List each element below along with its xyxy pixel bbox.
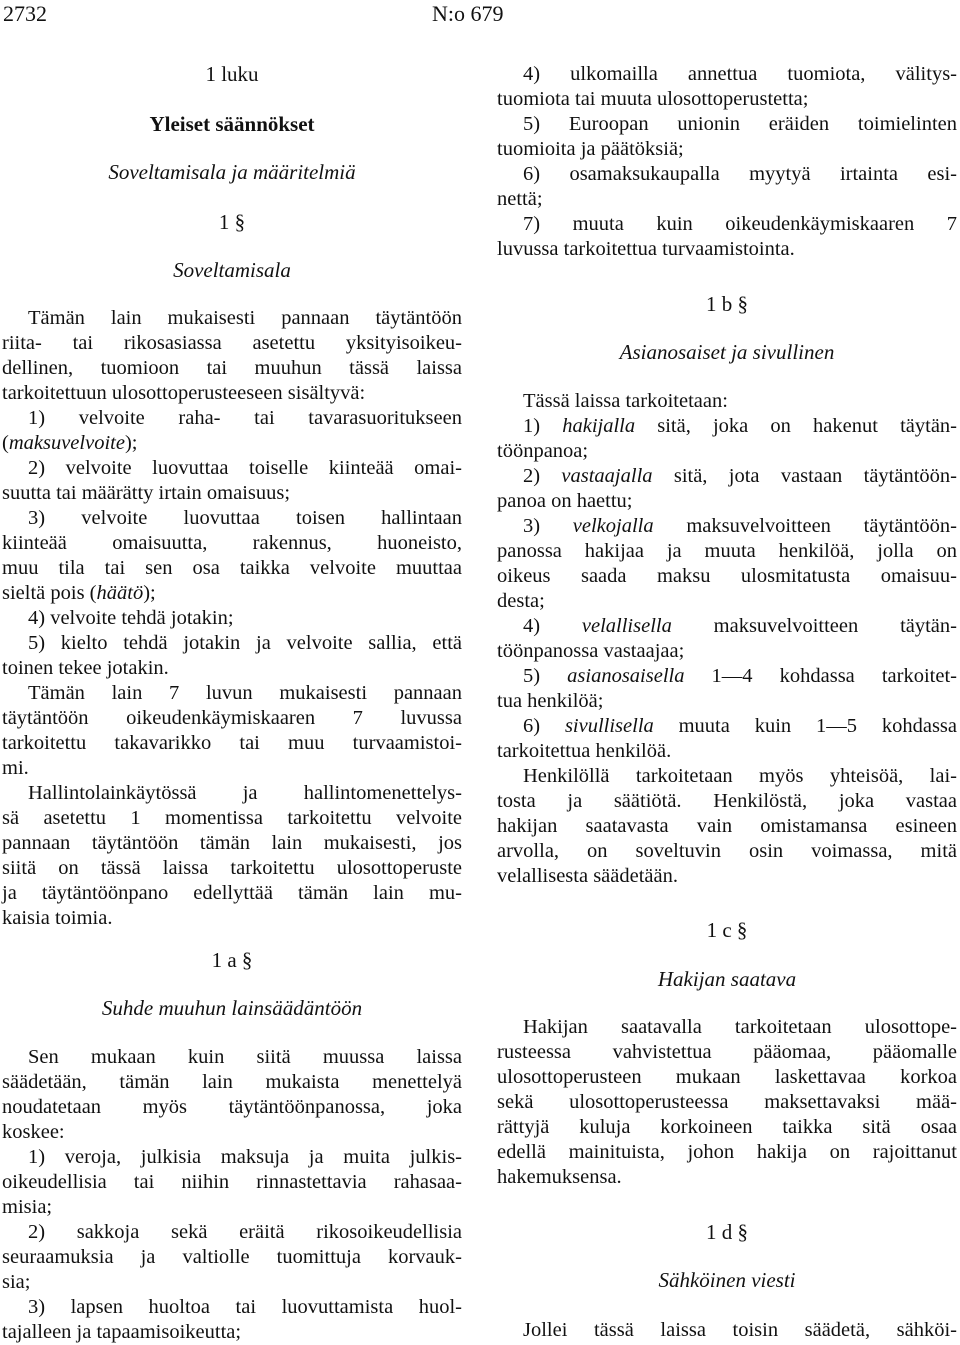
list-item: 5) asianosaisella 1—4 kohdassa tarkoitet- [523, 665, 957, 687]
document-number: N:o 679 [432, 1, 504, 26]
paragraph-line: edellä mainituista, johon hakija on rajoittanut [497, 1141, 957, 1163]
list-item: 7) muuta kuin oikeudenkäymiskaaren 7 [523, 213, 957, 235]
list-item: 4) ulkomailla annettua tuomiota, välitys- [523, 63, 957, 85]
list-item-continuation: (maksuvelvoite); [2, 432, 138, 454]
list-item-continuation: oikeus saada maksu ulosmitatusta omaisuu- [497, 565, 957, 587]
paragraph-line: hakijan saatavasta vain omistamansa esineen [497, 815, 957, 837]
list-item-continuation: panoa on haettu; [497, 490, 633, 512]
defined-term: maksuvelvoite [8, 432, 125, 454]
paragraph-line: hakemuksensa. [497, 1166, 622, 1188]
list-item-continuation: toinen tekee jotakin. [2, 657, 169, 679]
chapter-title: Yleiset säännökset [149, 112, 315, 136]
paragraph-line: tarkoitettuun ulosottoperusteeseen sisältyvä: [2, 382, 366, 404]
list-item: 4) velallisella maksuvelvoitteen täytän- [523, 615, 957, 637]
chapter-subtitle: Soveltamisala ja määritelmiä [108, 160, 356, 184]
defined-term: asianosaisella [567, 665, 685, 687]
list-item: 1) velvoite raha- tai tavarasuoritukseen [28, 407, 462, 429]
defined-term: vastaajalla [561, 465, 653, 487]
section-title: Soveltamisala [173, 258, 291, 282]
paragraph-line: Henkilöllä tarkoitetaan myös yhteisöä, lai- [523, 765, 957, 787]
list-item-continuation: nettä; [497, 188, 543, 210]
list-item-continuation: sieltä pois (häätö); [2, 582, 156, 604]
paragraph-line: Hakijan saatavalla tarkoitetaan ulosottope- [523, 1016, 957, 1038]
paragraph-line: säädetään, tämän lain mukaista menettelyä [2, 1071, 462, 1093]
paragraph-line: noudatetaan myös täytäntöönpanossa, joka [2, 1096, 462, 1118]
paragraph-line: mi. [2, 757, 29, 779]
paragraph-line: tosta ja säätiötä. Henkilöstä, joka vastaa [497, 790, 957, 812]
list-item: 3) velkojalla maksuvelvoitteen täytäntöön- [523, 515, 957, 537]
paragraph-line: velallisesta säädetään. [497, 865, 678, 887]
defined-term: velallisella [581, 615, 672, 637]
page-number: 2732 [3, 1, 47, 26]
list-item: 1) hakijalla sitä, joka on hakenut täytän- [523, 415, 957, 437]
paragraph-line: täytäntöön oikeudenkäymiskaaren 7 luvussa [2, 707, 462, 729]
list-item-continuation: tajalleen ja tapaamisoikeutta; [2, 1321, 242, 1343]
list-item: 6) sivullisella muuta kuin 1—5 kohdassa [523, 715, 958, 737]
list-item-continuation: panossa hakijaa ja muuta henkilöä, jolla on [497, 540, 957, 562]
paragraph-line: arvolla, on soveltuvin osin voimassa, mitä [497, 840, 957, 862]
list-item: 1) veroja, julkisia maksuja ja muita julkis- [28, 1146, 462, 1168]
paragraph-line: sä asetettu 1 momentissa tarkoitettu velvoite [2, 807, 462, 829]
list-item-continuation: töönpanossa vastaajaa; [497, 640, 685, 662]
paragraph-line: tarkoitettu takavarikko tai muu turvaamistoi- [2, 732, 462, 754]
paragraph-line: Jollei tässä laissa toisin säädetä, sähköi- [523, 1319, 957, 1341]
paragraph-line: pannaan täytäntöön tämän lain mukaisesti, jos [2, 832, 462, 854]
list-item-continuation: luvussa tarkoitettua turvaamistointa. [497, 238, 795, 260]
section-title: Hakijan saatava [657, 967, 797, 991]
paragraph-line: ulosottoperusteen mukaan laskettavaa korkoa [497, 1066, 957, 1088]
paragraph-line: rusteessa vahvistettua pääomaa, pääomalle [497, 1041, 957, 1063]
list-item-continuation: oikeudellisia tai niihin rinnastettavia rahasaa- [2, 1171, 462, 1193]
section-title: Suhde muuhun lainsäädäntöön [101, 996, 363, 1020]
paragraph-line: sekä ulosottoperusteessa maksettavaksi mää- [497, 1091, 957, 1113]
section-number: 1 b § [706, 292, 748, 316]
list-item-continuation: töönpanoa; [497, 440, 589, 462]
list-item-continuation: desta; [497, 590, 545, 612]
paragraph-line: rättyjä kuluja korkoineen taikka sitä osaa [497, 1116, 957, 1138]
list-item: 5) kielto tehdä jotakin ja velvoite sallia, että [28, 632, 462, 654]
defined-term: sivullisella [564, 715, 654, 737]
list-item: 2) velvoite luovuttaa toiselle kiinteää omai- [28, 457, 462, 479]
paragraph-line: koskee: [2, 1121, 65, 1143]
paragraph-line: Hallintolainkäytössä ja hallintomenettelys- [28, 782, 462, 804]
list-item-continuation: tuomiota tai muuta ulosottoperustetta; [497, 88, 809, 110]
section-title: Sähköinen viesti [658, 1268, 796, 1292]
list-item-continuation: muu tila tai sen osa taikka velvoite muuttaa [2, 557, 462, 579]
section-number: 1 d § [706, 1220, 748, 1244]
list-item-continuation: seuraamuksia ja valtiolle tuomittuja korvauk- [2, 1246, 462, 1268]
chapter-number: 1 luku [205, 62, 259, 86]
list-item: 2) vastaajalla sitä, jota vastaan täytäntöön- [523, 465, 957, 487]
list-item-continuation: kiinteää omaisuutta, rakennus, huoneisto, [2, 532, 462, 554]
list-item-continuation: tarkoitettua henkilöä. [497, 740, 672, 762]
section-title: Asianosaiset ja sivullinen [619, 340, 835, 364]
list-item-continuation: tua henkilöä; [497, 690, 604, 712]
paragraph-line: Tässä laissa tarkoitetaan: [523, 390, 728, 412]
list-item: 3) lapsen huoltoa tai luovuttamista huol- [28, 1296, 462, 1318]
paragraph-line: siitä on tässä laissa tarkoitettu ulosottoperuste [2, 857, 462, 879]
list-item: 2) sakkoja sekä eräitä rikosoikeudellisia [28, 1221, 462, 1243]
list-item-continuation: sia; [2, 1271, 31, 1293]
paragraph-line: riita- tai rikosasiassa asetettu yksityisoikeu- [2, 332, 462, 354]
section-number: 1 c § [706, 918, 748, 942]
list-item-continuation: misia; [2, 1196, 53, 1218]
paragraph-line: Sen mukaan kuin siitä muussa laissa [28, 1046, 462, 1068]
list-item: 5) Euroopan unionin eräiden toimielinten [523, 113, 957, 135]
list-item: 4) velvoite tehdä jotakin; [28, 607, 234, 629]
list-item: 6) osamaksukaupalla myytyä irtainta esi- [523, 163, 957, 185]
list-item: 3) velvoite luovuttaa toisen hallintaan [28, 507, 462, 529]
paragraph-line: dellinen, tuomioon tai muuhun tässä laissa [2, 357, 462, 379]
defined-term: häätö [96, 582, 144, 604]
list-item-continuation: suutta tai määrätty irtain omaisuus; [2, 482, 291, 504]
paragraph-line: Tämän lain 7 luvun mukaisesti pannaan [28, 682, 462, 704]
paragraph-line: ja täytäntöönpano edellyttää tämän lain mu- [2, 882, 462, 904]
defined-term: velkojalla [572, 515, 654, 537]
section-number: 1 a § [211, 948, 253, 972]
paragraph-line: Tämän lain mukaisesti pannaan täytäntöön [28, 307, 462, 329]
defined-term: hakijalla [562, 415, 636, 437]
list-item-continuation: tuomioita ja päätöksiä; [497, 138, 684, 160]
section-number: 1 § [218, 210, 246, 234]
paragraph-line: kaisia toimia. [2, 907, 113, 929]
